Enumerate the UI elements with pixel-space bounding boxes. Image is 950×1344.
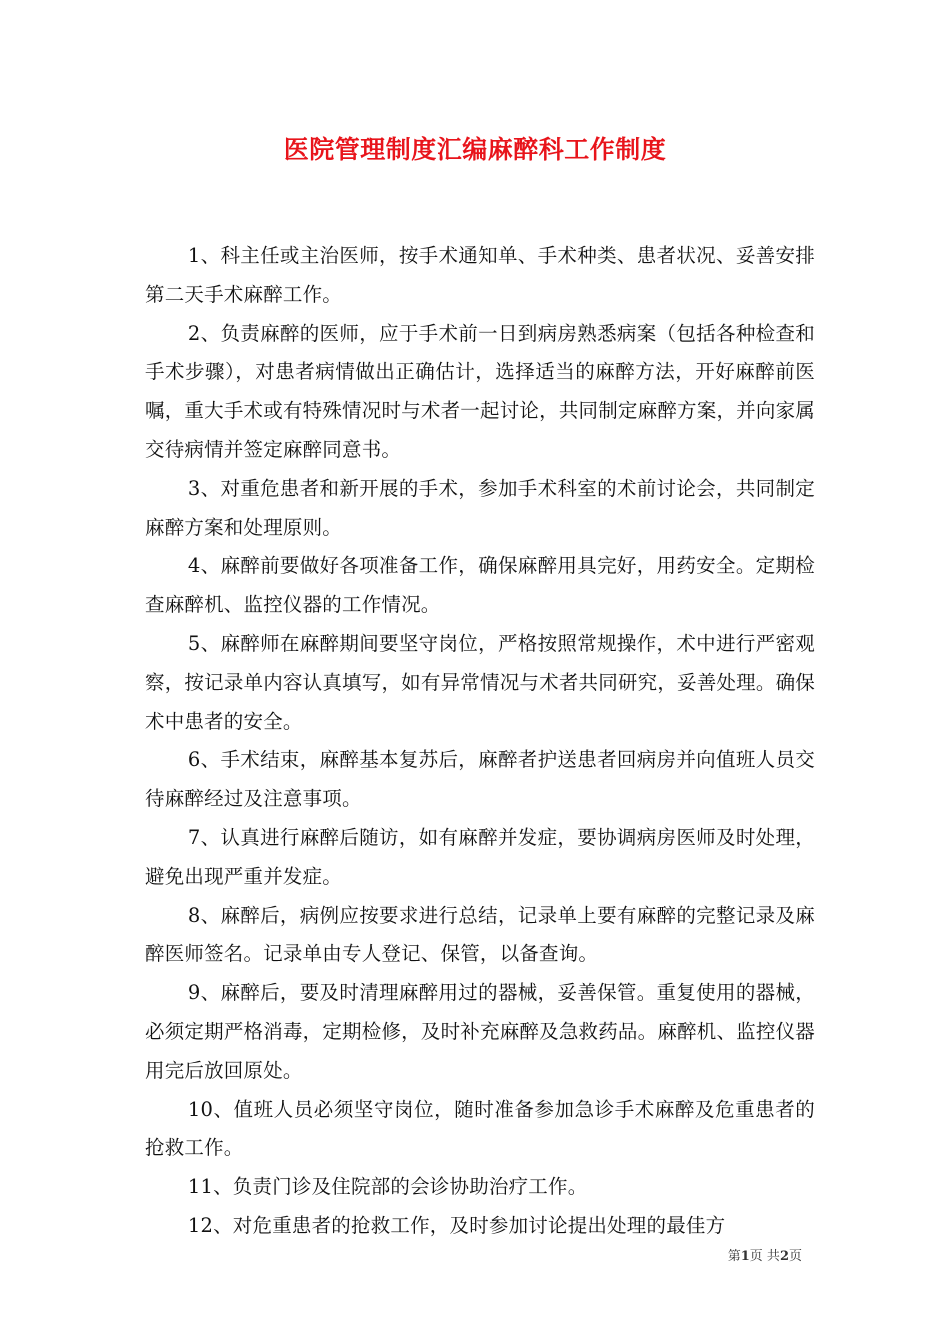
paragraph-6: 6、手术结束，麻醉基本复苏后，麻醉者护送患者回病房并向值班人员交待麻醉经过及注意事项。: [145, 748, 815, 811]
paragraph-1: 1、科主任或主治医师，按手术通知单、手术种类、患者状况、妥善安排第二天手术麻醉工作。: [145, 244, 815, 306]
document-title: 医院管理制度汇编麻醉科工作制度: [283, 135, 667, 164]
page-footer: [728, 1248, 802, 1266]
footer-prefix: 第: [727, 1249, 741, 1264]
paragraph-4: 4、麻醉前要做好各项准备工作，确保麻醉用具完好，用药安全。定期检查麻醉机、监控仪器的工作情况。: [145, 554, 815, 617]
document-body: [145, 237, 815, 1246]
paragraph-3: 3、对重危患者和新开展的手术，参加手术科室的术前讨论会，共同制定麻醉方案和处理原则。: [145, 476, 815, 539]
paragraph-11: 11、负责门诊及住院部的会诊协助治疗工作。: [187, 1175, 588, 1199]
paragraph-5: 5、麻醉师在麻醉期间要坚守岗位，严格按照常规操作，术中进行严密观察，按记录单内容认真填写，如有异常情况与术者共同研究，妥善处理。确保术中患者的安全。: [145, 631, 815, 733]
paragraph-7: 7、认真进行麻醉后随访，如有麻醉并发症，要协调病房医师及时处理，避免出现严重并发症。: [145, 825, 815, 888]
paragraph-12: 12、对危重患者的抢救工作，及时参加讨论提出处理的最佳方: [187, 1213, 726, 1237]
footer-total-pages: 2: [779, 1249, 789, 1264]
footer-middle: 页 共: [749, 1249, 780, 1264]
paragraph-10: 10、值班人员必须坚守岗位，随时准备参加急诊手术麻醉及危重患者的抢救工作。: [145, 1097, 815, 1160]
footer-suffix: 页: [788, 1249, 802, 1264]
paragraph-9: 9、麻醉后，要及时清理麻醉用过的器械，妥善保管。重复使用的器械，必须定期严格消毒，定期检修，及时补充麻醉及急救药品。麻醉机、监控仪器用完后放回原处。: [145, 981, 815, 1082]
paragraph-2: 2、负责麻醉的医师，应于手术前一日到病房熟悉病案（包括各种检查和手术步骤），对患者病情做出正确估计，选择适当的麻醉方法，开好麻醉前医嘱，重大手术或有特殊情况时与术者一起讨论，共同制定麻醉方案，并向家属交待病情并签定麻醉同意书。: [145, 321, 815, 461]
footer-current-page: 1: [740, 1249, 750, 1264]
paragraph-8: 8、麻醉后，病例应按要求进行总结，记录单上要有麻醉的完整记录及麻醉医师签名。记录单由专人登记、保管，以备查询。: [145, 903, 815, 966]
